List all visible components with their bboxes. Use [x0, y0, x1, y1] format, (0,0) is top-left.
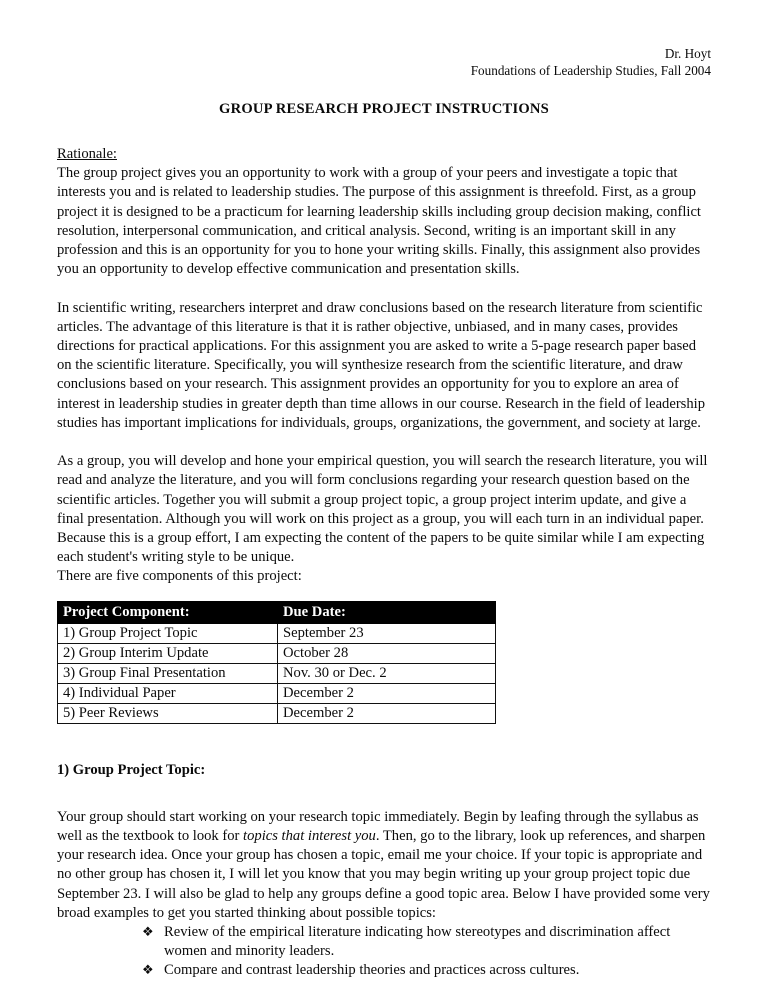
- instructor-name: Dr. Hoyt: [664, 46, 711, 61]
- section-1-text-part-2: . Then, go to the library, look up references, and sharpen your research idea. Once your group has chosen a topic, email me your choice. If your topic is appropriate and no other group has chosen it, I will let you know that you may begin writing up your group project topic due September 23. I will also be glad to help any groups define a good topic area. Below I have provided some very broad examples to get you started thinking about possible topics:: [57, 828, 710, 921]
- list-item-label: Compare and contrast leadership theories and practices across cultures.: [164, 962, 580, 979]
- rationale-paragraph-1: The group project gives you an opportunity to work with a group of your peers and investigate a topic that interests you and is related to leadership studies. The purpose of this assignment is threefold. First, as a group project it is designed to be a practicum for learning leadership skills including group decision making, conflict resolution, interpersonal communication, and critical analysis. Second, writing is an important skill in any profession and this is an opportunity for you to hone your writing skills. Finally, this assignment also provides you an opportunity to develop effective communication and presentation skills.: [57, 165, 701, 278]
- column-header-due-date: Due Date:: [278, 601, 496, 623]
- rationale-label: [57, 145, 711, 164]
- table-row: [58, 703, 496, 723]
- column-header-component: Project Component:: [58, 601, 278, 623]
- rationale-label-text: Rationale:: [57, 146, 117, 162]
- list-item: [142, 923, 711, 961]
- section-1-paragraph: [57, 808, 711, 923]
- diamond-bullet-icon: ❖: [142, 963, 154, 979]
- rationale-paragraph-2: In scientific writing, researchers interpret and draw conclusions based on the research literature from scientific articles. The advantage of this literature is that it is rather objective, unbiased, and in many cases, provides directions for practical applications. For this assignment you are asked to write a 5-page research paper based on the scientific literature. Specifically, you will synthesize research from the scientific literature, and draw conclusions based on your research. This assignment provides an opportunity for you to explore an area of interest in leadership studies in greater depth than time allows in our course. Research in the field of leadership studies has important implications for individuals, groups, organizations, the government, and society at large.: [57, 299, 706, 431]
- table-row: [58, 643, 496, 663]
- cell-component: 1) Group Project Topic: [58, 623, 278, 643]
- project-components-table: [57, 601, 496, 724]
- cell-component: 5) Peer Reviews: [58, 703, 278, 723]
- section-1-text-part-1: Your group should start working on your research topic immediately. Begin by leafing through the syllabus as well as the textbook to look for: [57, 808, 699, 845]
- course-name: Foundations of Leadership Studies, Fall 2004: [470, 62, 711, 78]
- cell-due-date: October 28: [278, 643, 496, 663]
- cell-component: 2) Group Interim Update: [58, 643, 278, 663]
- section-1-heading: 1) Group Project Topic:: [57, 761, 206, 778]
- cell-due-date: December 2: [278, 703, 496, 723]
- rationale-paragraph-3: As a group, you will develop and hone your empirical question, you will search the research literature, you will read and analyze the literature, and you will form conclusions regarding your research question based on the scientific articles. Together you will submit a group project topic, a group project interim update, and give a final presentation. Although you will work on this project as a group, you will each turn in an individual paper. Because this is a group effort, I am expecting the content of the papers to be quite similar while I am expecting each student's writing style to be unique.: [57, 453, 708, 566]
- cell-component: 4) Individual Paper: [58, 683, 278, 703]
- list-item-label: Review of the empirical literature indicating how stereotypes and discrimination affect women and minority leaders.: [164, 924, 671, 960]
- cell-due-date: September 23: [278, 623, 496, 643]
- cell-due-date: Nov. 30 or Dec. 2: [278, 663, 496, 683]
- table-row: [58, 623, 496, 643]
- cell-due-date: December 2: [278, 683, 496, 703]
- section-1-italic-phrase: topics that interest you: [243, 828, 376, 845]
- table-row: [58, 663, 496, 683]
- list-item: [142, 961, 711, 980]
- table-header-row: [58, 601, 496, 623]
- diamond-bullet-icon: ❖: [142, 925, 154, 941]
- table-row: [58, 683, 496, 703]
- topic-examples-list: [57, 923, 711, 981]
- table-intro-text: There are five components of this project:: [57, 568, 302, 585]
- cell-component: 3) Group Final Presentation: [58, 663, 278, 683]
- page-title: GROUP RESEARCH PROJECT INSTRUCTIONS: [219, 101, 549, 117]
- document-header: [57, 44, 711, 79]
